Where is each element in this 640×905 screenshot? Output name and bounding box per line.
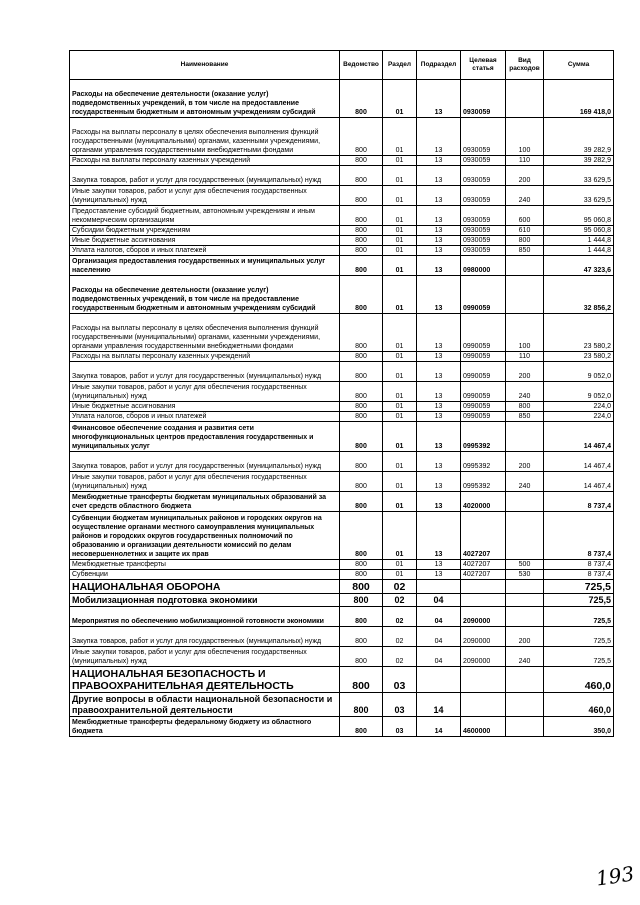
cell-name: Субсидии бюджетным учреждениям <box>70 226 340 236</box>
table-row <box>70 186 614 206</box>
cell-podrazdel: 13 <box>417 314 461 352</box>
cell-podrazdel <box>417 580 461 594</box>
cell-celevaya-statya: 0995392 <box>461 472 506 492</box>
cell-celevaya-statya: 0930059 <box>461 156 506 166</box>
cell-razdel: 02 <box>383 627 417 647</box>
cell-vedomstvo: 800 <box>340 667 383 693</box>
cell-vid-rashodov: 200 <box>506 452 544 472</box>
cell-razdel: 01 <box>383 402 417 412</box>
cell-podrazdel: 13 <box>417 512 461 560</box>
cell-vid-rashodov: 110 <box>506 156 544 166</box>
cell-celevaya-statya: 0995392 <box>461 422 506 452</box>
cell-name: Закупка товаров, работ и услуг для государственных (муниципальных) нужд <box>70 627 340 647</box>
cell-razdel: 01 <box>383 472 417 492</box>
table-row <box>70 512 614 560</box>
cell-name: Субвенции бюджетам муниципальных районов и городских округов на осуществление органами местного самоуправления муниципальных районов и городских округов государственных полномочий по образованию и организации деятельности комиссий по делам несовершеннолетних и защите их прав <box>70 512 340 560</box>
cell-podrazdel: 04 <box>417 607 461 627</box>
cell-celevaya-statya: 2090000 <box>461 627 506 647</box>
table-row <box>70 352 614 362</box>
table-row <box>70 206 614 226</box>
table-row <box>70 246 614 256</box>
cell-razdel: 02 <box>383 580 417 594</box>
cell-summa: 8 737,4 <box>544 570 614 580</box>
cell-vid-rashodov: 100 <box>506 314 544 352</box>
cell-vedomstvo: 800 <box>340 472 383 492</box>
table-row <box>70 627 614 647</box>
cell-razdel: 01 <box>383 452 417 472</box>
cell-celevaya-statya: 0990059 <box>461 276 506 314</box>
cell-celevaya-statya: 0930059 <box>461 236 506 246</box>
cell-celevaya-statya: 0990059 <box>461 362 506 382</box>
cell-podrazdel: 13 <box>417 402 461 412</box>
cell-name: Иные закупки товаров, работ и услуг для обеспечения государственных (муниципальных) нужд <box>70 472 340 492</box>
cell-razdel: 02 <box>383 647 417 667</box>
cell-razdel: 01 <box>383 314 417 352</box>
cell-celevaya-statya <box>461 667 506 693</box>
table-row <box>70 118 614 156</box>
cell-vid-rashodov <box>506 667 544 693</box>
cell-summa: 33 629,5 <box>544 166 614 186</box>
cell-vedomstvo: 800 <box>340 382 383 402</box>
cell-vedomstvo: 800 <box>340 717 383 737</box>
cell-summa: 23 580,2 <box>544 352 614 362</box>
cell-celevaya-statya: 0930059 <box>461 226 506 236</box>
cell-vid-rashodov <box>506 693 544 717</box>
cell-vid-rashodov: 240 <box>506 186 544 206</box>
table-row <box>70 236 614 246</box>
cell-podrazdel: 04 <box>417 647 461 667</box>
cell-name: Закупка товаров, работ и услуг для государственных (муниципальных) нужд <box>70 362 340 382</box>
table-row <box>70 362 614 382</box>
cell-celevaya-statya: 4027207 <box>461 512 506 560</box>
cell-vid-rashodov: 240 <box>506 382 544 402</box>
cell-razdel: 03 <box>383 717 417 737</box>
cell-razdel: 01 <box>383 422 417 452</box>
table-row <box>70 80 614 118</box>
cell-vedomstvo: 800 <box>340 362 383 382</box>
table-row <box>70 314 614 352</box>
cell-vid-rashodov: 800 <box>506 236 544 246</box>
cell-name: Межбюджетные трансферты бюджетам муниципальных образований за счет средств областного бюджета <box>70 492 340 512</box>
cell-vid-rashodov: 610 <box>506 226 544 236</box>
cell-summa: 9 052,0 <box>544 382 614 402</box>
cell-razdel: 01 <box>383 118 417 156</box>
cell-razdel: 01 <box>383 166 417 186</box>
cell-celevaya-statya: 2090000 <box>461 647 506 667</box>
cell-razdel: 01 <box>383 560 417 570</box>
cell-vid-rashodov: 600 <box>506 206 544 226</box>
cell-summa: 460,0 <box>544 667 614 693</box>
cell-name: НАЦИОНАЛЬНАЯ ОБОРОНА <box>70 580 340 594</box>
cell-vedomstvo: 800 <box>340 236 383 246</box>
cell-razdel: 03 <box>383 693 417 717</box>
cell-vedomstvo: 800 <box>340 512 383 560</box>
cell-vedomstvo: 800 <box>340 206 383 226</box>
cell-vedomstvo: 800 <box>340 570 383 580</box>
cell-podrazdel: 13 <box>417 256 461 276</box>
cell-podrazdel: 13 <box>417 560 461 570</box>
cell-name: НАЦИОНАЛЬНАЯ БЕЗОПАСНОСТЬ И ПРАВООХРАНИТЕЛЬНАЯ ДЕЯТЕЛЬНОСТЬ <box>70 667 340 693</box>
cell-summa: 47 323,6 <box>544 256 614 276</box>
cell-vedomstvo: 800 <box>340 412 383 422</box>
cell-razdel: 01 <box>383 186 417 206</box>
cell-summa: 1 444,8 <box>544 246 614 256</box>
cell-vedomstvo: 800 <box>340 256 383 276</box>
cell-razdel: 02 <box>383 594 417 607</box>
cell-name: Иные закупки товаров, работ и услуг для обеспечения государственных (муниципальных) нужд <box>70 186 340 206</box>
cell-vid-rashodov: 500 <box>506 560 544 570</box>
cell-celevaya-statya: 0930059 <box>461 206 506 226</box>
cell-podrazdel: 13 <box>417 80 461 118</box>
cell-vid-rashodov <box>506 580 544 594</box>
table-row <box>70 717 614 737</box>
table-row <box>70 422 614 452</box>
table-row <box>70 402 614 412</box>
cell-summa: 460,0 <box>544 693 614 717</box>
cell-razdel: 01 <box>383 156 417 166</box>
cell-summa: 9 052,0 <box>544 362 614 382</box>
cell-name: Расходы на выплаты персоналу в целях обеспечения выполнения функций государственными (муниципальными) органами, казенными учреждениями, органами управления государственными внебюджетными фондами <box>70 118 340 156</box>
cell-summa: 95 060,8 <box>544 206 614 226</box>
cell-vid-rashodov <box>506 717 544 737</box>
cell-summa: 725,5 <box>544 647 614 667</box>
cell-podrazdel: 04 <box>417 627 461 647</box>
cell-name: Расходы на обеспечение деятельности (оказание услуг) подведомственных учреждений, в том числе на предоставление государственным бюджетным и автономным учреждениям субсидий <box>70 80 340 118</box>
cell-summa: 169 418,0 <box>544 80 614 118</box>
cell-vid-rashodov: 240 <box>506 472 544 492</box>
cell-vid-rashodov <box>506 512 544 560</box>
cell-celevaya-statya: 0930059 <box>461 246 506 256</box>
cell-podrazdel: 13 <box>417 472 461 492</box>
cell-podrazdel: 13 <box>417 246 461 256</box>
cell-celevaya-statya: 0990059 <box>461 402 506 412</box>
cell-podrazdel: 13 <box>417 276 461 314</box>
cell-podrazdel: 13 <box>417 206 461 226</box>
cell-summa: 14 467,4 <box>544 472 614 492</box>
cell-name: Организация предоставления государственных и муниципальных услуг населению <box>70 256 340 276</box>
cell-vid-rashodov <box>506 256 544 276</box>
cell-vid-rashodov <box>506 422 544 452</box>
cell-name: Расходы на обеспечение деятельности (оказание услуг) подведомственных учреждений, в том числе на предоставление государственным бюджетным и автономным учреждениям субсидий <box>70 276 340 314</box>
cell-podrazdel: 13 <box>417 118 461 156</box>
cell-vedomstvo: 800 <box>340 627 383 647</box>
table-row <box>70 492 614 512</box>
cell-vid-rashodov: 850 <box>506 412 544 422</box>
cell-vedomstvo: 800 <box>340 80 383 118</box>
cell-celevaya-statya <box>461 580 506 594</box>
cell-podrazdel: 13 <box>417 452 461 472</box>
cell-vid-rashodov: 850 <box>506 246 544 256</box>
cell-podrazdel: 13 <box>417 226 461 236</box>
cell-razdel: 01 <box>383 80 417 118</box>
budget-table <box>69 50 614 737</box>
cell-vedomstvo: 800 <box>340 594 383 607</box>
cell-podrazdel: 13 <box>417 352 461 362</box>
cell-summa: 725,5 <box>544 594 614 607</box>
cell-podrazdel: 13 <box>417 412 461 422</box>
table-row <box>70 166 614 186</box>
table-row <box>70 693 614 717</box>
header-name: Наименование <box>70 51 340 80</box>
table-row <box>70 570 614 580</box>
cell-celevaya-statya: 0930059 <box>461 166 506 186</box>
cell-podrazdel: 13 <box>417 166 461 186</box>
cell-podrazdel: 04 <box>417 594 461 607</box>
cell-razdel: 01 <box>383 256 417 276</box>
cell-vedomstvo: 800 <box>340 560 383 570</box>
table-header-row <box>70 51 614 80</box>
cell-podrazdel: 13 <box>417 362 461 382</box>
cell-celevaya-statya: 0930059 <box>461 118 506 156</box>
cell-name: Межбюджетные трансферты федеральному бюджету из областного бюджета <box>70 717 340 737</box>
cell-summa: 39 282,9 <box>544 156 614 166</box>
table-row <box>70 472 614 492</box>
cell-summa: 8 737,4 <box>544 492 614 512</box>
cell-vid-rashodov: 200 <box>506 627 544 647</box>
header-celevaya-statya: Целевая статья <box>461 51 506 80</box>
cell-vid-rashodov <box>506 607 544 627</box>
cell-razdel: 01 <box>383 570 417 580</box>
cell-vedomstvo: 800 <box>340 226 383 236</box>
cell-celevaya-statya: 0990059 <box>461 314 506 352</box>
cell-celevaya-statya <box>461 594 506 607</box>
table-row <box>70 256 614 276</box>
cell-vedomstvo: 800 <box>340 693 383 717</box>
cell-vedomstvo: 800 <box>340 352 383 362</box>
cell-summa: 14 467,4 <box>544 422 614 452</box>
cell-podrazdel: 14 <box>417 693 461 717</box>
header-razdel: Раздел <box>383 51 417 80</box>
cell-vedomstvo: 800 <box>340 607 383 627</box>
cell-razdel: 01 <box>383 412 417 422</box>
cell-celevaya-statya: 2090000 <box>461 607 506 627</box>
cell-podrazdel: 13 <box>417 382 461 402</box>
cell-vid-rashodov: 530 <box>506 570 544 580</box>
table-row <box>70 382 614 402</box>
table-row <box>70 594 614 607</box>
cell-vid-rashodov: 200 <box>506 166 544 186</box>
cell-celevaya-statya: 0990059 <box>461 382 506 402</box>
cell-razdel: 01 <box>383 362 417 382</box>
cell-name: Предоставление субсидий бюджетным, автономным учреждениям и иным некоммерческим организациям <box>70 206 340 226</box>
cell-vid-rashodov: 800 <box>506 402 544 412</box>
cell-summa: 39 282,9 <box>544 118 614 156</box>
cell-razdel: 01 <box>383 246 417 256</box>
table-row <box>70 156 614 166</box>
cell-celevaya-statya: 0990059 <box>461 352 506 362</box>
cell-summa: 8 737,4 <box>544 512 614 560</box>
cell-summa: 725,5 <box>544 580 614 594</box>
page-number: 193 <box>594 861 636 891</box>
table-row <box>70 452 614 472</box>
cell-vid-rashodov <box>506 80 544 118</box>
cell-podrazdel: 13 <box>417 422 461 452</box>
cell-name: Расходы на выплаты персоналу казенных учреждений <box>70 352 340 362</box>
cell-name: Расходы на выплаты персоналу в целях обеспечения выполнения функций государственными (муниципальными) органами, казенными учреждениями, органами управления государственными внебюджетными фондами <box>70 314 340 352</box>
cell-name: Финансовое обеспечение создания и развития сети многофункциональных центров предоставления государственных и муниципальных услуг <box>70 422 340 452</box>
cell-podrazdel: 13 <box>417 570 461 580</box>
cell-razdel: 01 <box>383 276 417 314</box>
table-row <box>70 667 614 693</box>
table-row <box>70 607 614 627</box>
table-row <box>70 580 614 594</box>
cell-summa: 725,5 <box>544 607 614 627</box>
cell-name: Закупка товаров, работ и услуг для государственных (муниципальных) нужд <box>70 452 340 472</box>
cell-summa: 1 444,8 <box>544 236 614 246</box>
cell-celevaya-statya: 0930059 <box>461 186 506 206</box>
cell-razdel: 02 <box>383 607 417 627</box>
cell-razdel: 01 <box>383 226 417 236</box>
cell-summa: 33 629,5 <box>544 186 614 206</box>
cell-vedomstvo: 800 <box>340 422 383 452</box>
cell-name: Мероприятия по обеспечению мобилизационной готовности экономики <box>70 607 340 627</box>
cell-podrazdel: 13 <box>417 156 461 166</box>
table-row <box>70 412 614 422</box>
cell-summa: 8 737,4 <box>544 560 614 570</box>
cell-vedomstvo: 800 <box>340 118 383 156</box>
cell-razdel: 01 <box>383 352 417 362</box>
cell-razdel: 01 <box>383 206 417 226</box>
cell-vedomstvo: 800 <box>340 166 383 186</box>
cell-podrazdel: 13 <box>417 492 461 512</box>
cell-vedomstvo: 800 <box>340 186 383 206</box>
header-podrazdel: Подраздел <box>417 51 461 80</box>
cell-razdel: 03 <box>383 667 417 693</box>
cell-podrazdel <box>417 667 461 693</box>
cell-podrazdel: 13 <box>417 186 461 206</box>
cell-vedomstvo: 800 <box>340 402 383 412</box>
cell-vid-rashodov <box>506 594 544 607</box>
table-body <box>70 80 614 737</box>
cell-podrazdel: 13 <box>417 236 461 246</box>
cell-vedomstvo: 800 <box>340 314 383 352</box>
cell-name: Иные бюджетные ассигнования <box>70 236 340 246</box>
cell-celevaya-statya: 4020000 <box>461 492 506 512</box>
header-vid-rashodov: Вид расходов <box>506 51 544 80</box>
cell-name: Иные закупки товаров, работ и услуг для обеспечения государственных (муниципальных) нужд <box>70 382 340 402</box>
cell-vedomstvo: 800 <box>340 580 383 594</box>
cell-celevaya-statya: 0990059 <box>461 412 506 422</box>
cell-name: Иные закупки товаров, работ и услуг для обеспечения государственных (муниципальных) нужд <box>70 647 340 667</box>
cell-celevaya-statya: 0980000 <box>461 256 506 276</box>
cell-name: Иные бюджетные ассигнования <box>70 402 340 412</box>
cell-summa: 224,0 <box>544 402 614 412</box>
table-row <box>70 560 614 570</box>
cell-razdel: 01 <box>383 512 417 560</box>
table-row <box>70 276 614 314</box>
cell-celevaya-statya: 4027207 <box>461 560 506 570</box>
cell-summa: 725,5 <box>544 627 614 647</box>
cell-vid-rashodov: 110 <box>506 352 544 362</box>
cell-name: Межбюджетные трансферты <box>70 560 340 570</box>
cell-razdel: 01 <box>383 492 417 512</box>
cell-name: Уплата налогов, сборов и иных платежей <box>70 246 340 256</box>
cell-celevaya-statya <box>461 693 506 717</box>
cell-name: Закупка товаров, работ и услуг для государственных (муниципальных) нужд <box>70 166 340 186</box>
cell-name: Расходы на выплаты персоналу казенных учреждений <box>70 156 340 166</box>
table-row <box>70 647 614 667</box>
cell-name: Уплата налогов, сборов и иных платежей <box>70 412 340 422</box>
cell-summa: 14 467,4 <box>544 452 614 472</box>
cell-summa: 350,0 <box>544 717 614 737</box>
cell-summa: 95 060,8 <box>544 226 614 236</box>
cell-summa: 23 580,2 <box>544 314 614 352</box>
cell-vid-rashodov: 200 <box>506 362 544 382</box>
cell-vedomstvo: 800 <box>340 492 383 512</box>
cell-name: Мобилизационная подготовка экономики <box>70 594 340 607</box>
cell-vid-rashodov: 100 <box>506 118 544 156</box>
cell-celevaya-statya: 4027207 <box>461 570 506 580</box>
cell-name: Другие вопросы в области национальной безопасности и правоохранительной деятельности <box>70 693 340 717</box>
header-vedomstvo: Ведомство <box>340 51 383 80</box>
cell-vid-rashodov <box>506 492 544 512</box>
cell-celevaya-statya: 0995392 <box>461 452 506 472</box>
cell-vid-rashodov <box>506 276 544 314</box>
cell-vedomstvo: 800 <box>340 452 383 472</box>
cell-vid-rashodov: 240 <box>506 647 544 667</box>
cell-vedomstvo: 800 <box>340 156 383 166</box>
cell-celevaya-statya: 0930059 <box>461 80 506 118</box>
cell-vedomstvo: 800 <box>340 276 383 314</box>
cell-vedomstvo: 800 <box>340 647 383 667</box>
cell-summa: 224,0 <box>544 412 614 422</box>
cell-podrazdel: 14 <box>417 717 461 737</box>
cell-celevaya-statya: 4600000 <box>461 717 506 737</box>
cell-name: Субвенции <box>70 570 340 580</box>
cell-razdel: 01 <box>383 236 417 246</box>
cell-razdel: 01 <box>383 382 417 402</box>
header-summa: Сумма <box>544 51 614 80</box>
cell-summa: 32 856,2 <box>544 276 614 314</box>
table-row <box>70 226 614 236</box>
cell-vedomstvo: 800 <box>340 246 383 256</box>
